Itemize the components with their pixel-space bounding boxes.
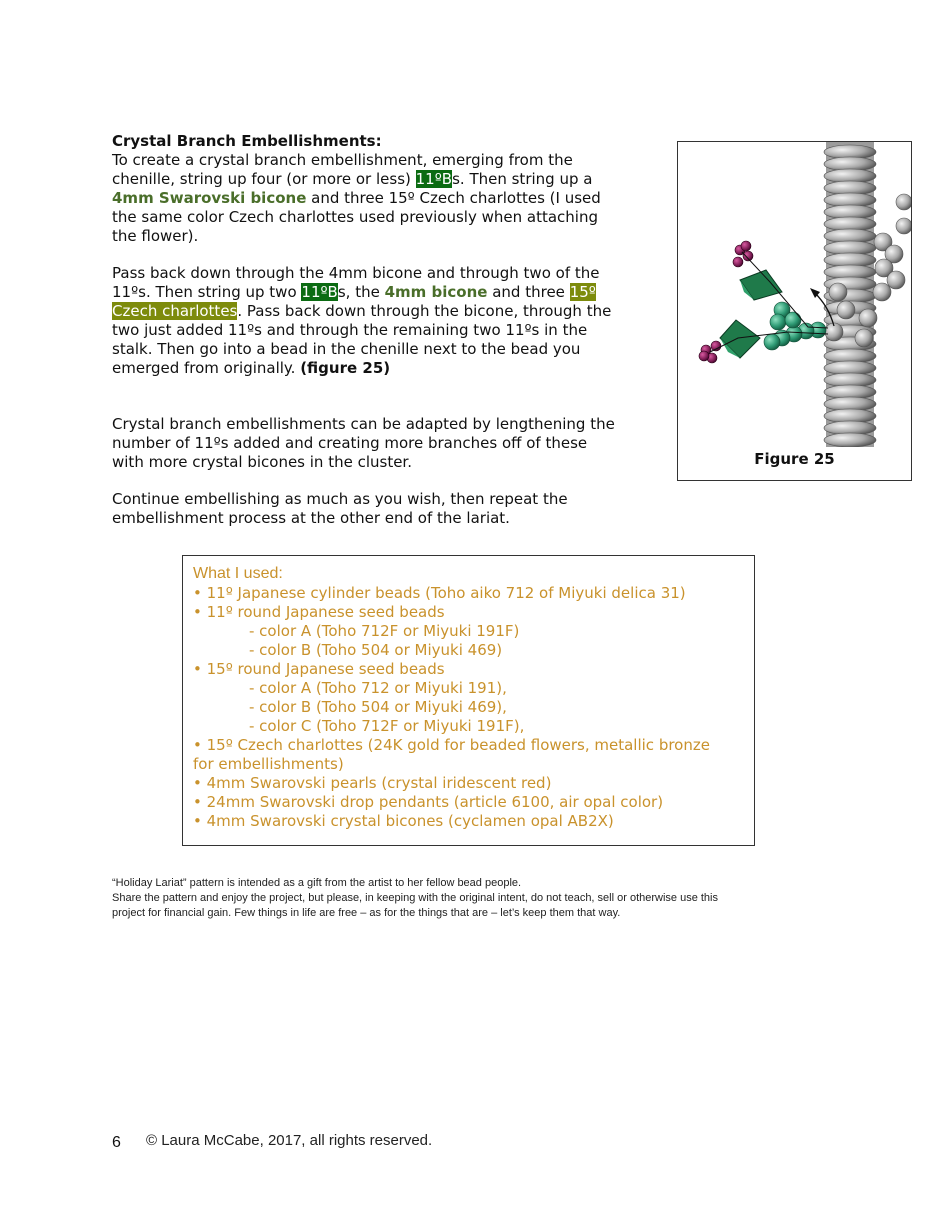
chenille-column — [824, 142, 911, 447]
list-item: - color C (Toho 712F or Miyuki 191F), — [249, 717, 525, 735]
p1-text-b: s. Then string up a — [452, 170, 593, 188]
list-item: • 24mm Swarovski drop pendants (article 6100, air opal color) — [193, 793, 664, 811]
list-item: - color A (Toho 712 or Miyuki 191), — [249, 679, 507, 697]
disclaimer-line-1: “Holiday Lariat” pattern is intended as a gift from the artist to her fellow bead people. — [112, 877, 522, 889]
list-item: - color A (Toho 712F or Miyuki 191F) — [249, 622, 520, 640]
list-item: - color B (Toho 504 or Miyuki 469), — [249, 698, 507, 716]
p2-text-d: . Pass back down through the bicone, through the two just added 11ºs and through the remaining two 11ºs in the stalk. Then go into a bead in the chenille next to the bead you emerged from originally. — [112, 302, 612, 377]
figure-caption: Figure 25 — [754, 450, 835, 468]
figure-reference: (figure 25) — [300, 359, 391, 377]
list-item: for embellishments) — [193, 755, 344, 773]
bold-bicone: 4mm Swarovski bicone — [112, 189, 307, 207]
p2-text-c: and three — [487, 283, 570, 301]
p1-text-c: and three 15º Czech charlottes (I used the same color Czech charlottes used previously when attaching the flower). — [112, 189, 601, 245]
beadwork-illustration — [678, 142, 911, 447]
list-item: - color B (Toho 504 or Miyuki 469) — [249, 641, 503, 659]
highlight-11b-2: 11ºB — [301, 283, 338, 301]
list-item: • 11º Japanese cylinder beads (Toho aiko 712 of Miyuki delica 31) — [193, 584, 686, 602]
list-item: • 11º round Japanese seed beads — [193, 603, 445, 621]
materials-box — [182, 555, 755, 846]
list-item: • 15º Czech charlottes (24K gold for beaded flowers, metallic bronze — [193, 736, 710, 754]
copyright: © Laura McCabe, 2017, all rights reserved. — [146, 1132, 433, 1149]
list-item: • 4mm Swarovski pearls (crystal iridescent red) — [193, 774, 552, 792]
crystal-branch — [699, 241, 834, 363]
disclaimer-line-2: Share the pattern and enjoy the project, but please, in keeping with the original intent, do not teach, sell or otherwise use this project for financial gain. Few things in life are free – as for the things that are – let’s keep them that way. — [112, 892, 718, 919]
p1-text-a: To create a crystal branch embellishment, emerging from the chenille, string up four (or more or less) — [112, 151, 573, 188]
list-item: • 4mm Swarovski crystal bicones (cyclamen opal AB2X) — [193, 812, 614, 830]
section-heading: Crystal Branch Embellishments: — [112, 132, 382, 150]
list-item: • 15º round Japanese seed beads — [193, 660, 445, 678]
materials-title: What I used: — [193, 565, 283, 582]
p2-text-a: Pass back down through the 4mm bicone and through two of the 11ºs. Then string up two — [112, 264, 600, 301]
disclaimer — [112, 876, 752, 921]
paragraph-1 — [112, 151, 622, 246]
paragraph-2 — [112, 264, 622, 378]
figure-25 — [677, 141, 912, 481]
p2-text-b: s, the — [337, 283, 385, 301]
highlight-charlottes: 15º Czech charlottes — [112, 283, 596, 320]
bold-bicone-2: 4mm bicone — [384, 283, 488, 301]
page-number: 6 — [112, 1134, 121, 1151]
paragraph-3: Crystal branch embellishments can be adapted by lengthening the number of 11ºs added and creating more branches off of these with more crystal bicones in the cluster. — [112, 415, 615, 471]
materials-list — [193, 584, 743, 831]
highlight-11b: 11ºB — [415, 170, 453, 188]
paragraph-4: Continue embellishing as much as you wish, then repeat the embellishment process at the other end of the lariat. — [112, 490, 568, 527]
